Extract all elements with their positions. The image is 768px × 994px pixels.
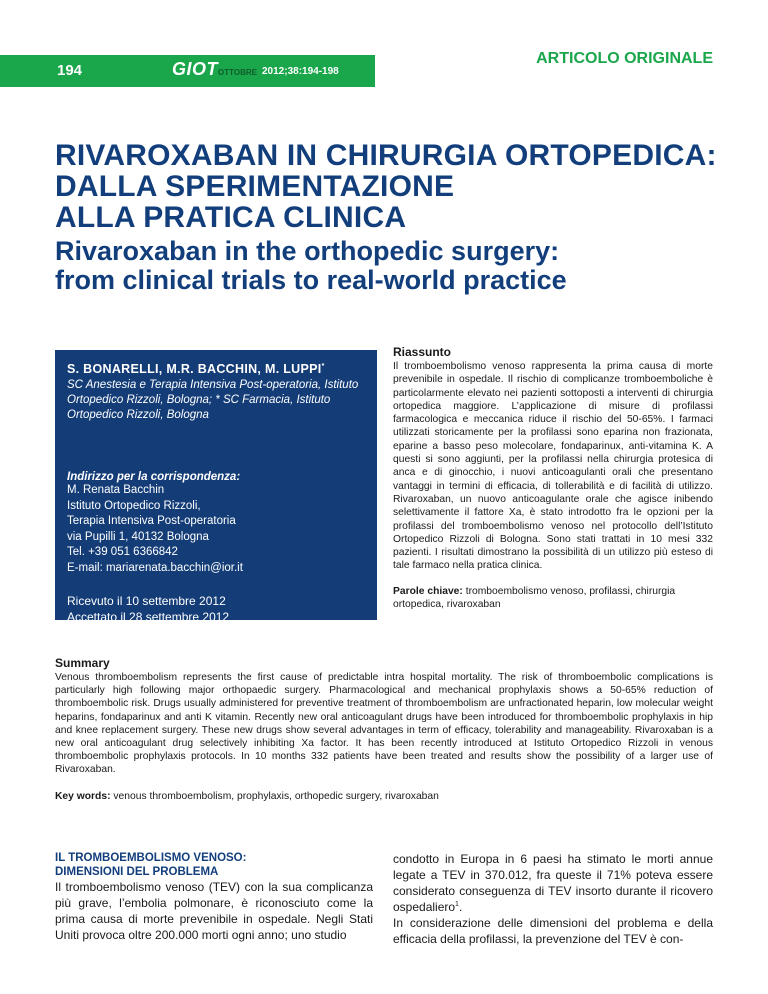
title-english-line: Rivaroxaban in the orthopedic surgery: [55,236,560,266]
journal-month: OTTOBRE [218,68,257,77]
body-text-end: . [458,900,463,914]
key-words-label: Key words: [55,790,111,802]
author-names [67,362,363,376]
correspondence-line: M. Renata Bacchin [67,484,165,496]
correspondence-line: Terapia Intensiva Post-operatoria [67,515,236,527]
article-type: ARTICOLO ORIGINALE [536,50,713,67]
parole-chiave [393,585,713,612]
parole-chiave-text: tromboembolismo venoso, profilassi, chirurgia ortopedica, rivaroxaban [393,585,676,611]
body-column-right [393,851,713,947]
section-heading [55,851,373,879]
section-heading-line: IL TROMBOEMBOLISMO VENOSO: [55,852,247,864]
summary-text: Venous thromboembolism represents the first cause of predictable intra hospital mortality. The risk of thromboembolic complications is particularly high following major orthopaedic surgery. Pharmacological and mechanical prophylaxis shows a 50-65% reduction of thromboembolic risk. Drugs usually administered for preventive treatment of thromboembolism are unfractionated heparin, low molecular weight heparins, fondaparinux and anti K vitamin. Recently new oral anticoagulant drugs have been introduced for thromboembolic prophylaxis in hip and knee replacement surgery. These new drugs show several advantages in term of efficacy, tolerability and manageability. Rivaroxaban is a new oral anticoagulant drug selectively inhibiting Xa factor. It has been recently introduced at Istituto Ortopedico Rizzoli in venous thromboembolic prophylaxis protocols. In 10 months 332 patients have been treated and results show the possibility of a larger use of Rivaroxaban. [55,672,713,776]
correspondence-email[interactable]: E-mail: mariarenata.bacchin@ior.it [67,561,243,574]
accepted-date: Accettato il 28 settembre 2012 [67,609,230,624]
parole-chiave-label: Parole chiave: [393,585,463,597]
riassunto-section [393,345,713,611]
body-paragraph: In considerazione delle dimensioni del problema e della efficacia della profilassi, la prevenzione del TEV è con- [393,916,713,946]
title-italian-line: ALLA PRATICA CLINICA [55,201,407,234]
correspondence-line: via Pupilli 1, 40132 Bologna [67,530,209,543]
key-words-text: venous thromboembolism, prophylaxis, orthopedic surgery, rivaroxaban [113,790,439,802]
title-italian [55,140,735,233]
body-paragraph [393,851,713,915]
riassunto-heading: Riassunto [393,345,452,359]
body-text: condotto in Europa in 6 paesi ha stimato le morti annue legate a TEV in 370.012, fra queste il 71% poteva essere considerato conseguenza di TEV insorto durante il ricovero ospedaliero [393,852,713,914]
correspondence-line: Tel. +39 051 6366842 [67,546,178,558]
title-english [55,237,735,295]
author-sup: * [321,362,325,370]
summary-section [55,656,713,803]
correspondence-line: Istituto Ortopedico Rizzoli, [67,499,201,512]
body-paragraph: Il tromboembolismo venoso (TEV) con la sua complicanza più grave, l’embolia polmonare, è riconosciuto come la prima causa di morte prevenibile in ospedale. Negli Stati Uniti provoca oltre 200.000 morti ogni anno; uno studio [55,880,373,942]
author-affiliation: SC Anestesia e Terapia Intensiva Post-operatoria, Istituto Ortopedico Rizzoli, Bologna; * SC Farmacia, Istituto Ortopedico Rizzoli, Bologna [67,379,359,421]
reference-marker: 1 [455,901,459,908]
title-italian-line: RIVAROXABAN IN CHIRURGIA ORTOPEDICA: [55,139,717,172]
dates [67,594,363,625]
journal-name: GIOT [172,59,218,79]
correspondence-label: Indirizzo per la corrispondenza: [67,471,241,483]
author-panel [55,350,377,624]
page-number: 194 [57,62,83,79]
summary-heading: Summary [55,656,110,670]
key-words [55,790,713,803]
title-italian-line: DALLA SPERIMENTAZIONE [55,170,455,203]
body-column-left [55,851,373,943]
title-english-line: from clinical trials to real-world practice [55,265,567,295]
header-band [0,55,375,87]
journal-citation: 2012;38:194-198 [262,66,339,77]
received-date: Ricevuto il 10 settembre 2012 [67,594,226,608]
section-heading-line: DIMENSIONI DEL PROBLEMA [55,866,219,878]
riassunto-text: Il tromboembolismo venoso rappresenta la prima causa di morte prevenibile in ospedale. Il rischio di complicanze tromboemboliche è particolarmente elevato nei pazienti sottoposti a interventi di chirurgia ortopedica maggiore. L’applicazione di misure di profilassi farmacologica e meccanica riduce il rischio del 50-65%. I farmaci utilizzati storicamente per la profilassi sono eparina non frazionata, eparine a basso peso molecolare, fondaparinux, anti-vitamina K. A questi si sono aggiunti, per la profilassi nella chirurgia protesica di anca e di ginocchio, i nuovi anticoagulanti orali che presentano vantaggi in termini di efficacia, di tollerabilità e di facilità di utilizzo. Rivaroxaban, un nuovo anticoagulante orale che agisce inibendo selettivamente il fattore Xa, è stato introdotto fra le opzioni per la profilassi del tromboembolismo venoso nel protocollo dell’Istituto Ortopedico Rizzoli di Bologna. Sono stati trattati in 10 mesi 332 pazienti. I risultati dimostrano la possibilità di un utilizzo più esteso di tale farmaco nella pratica clinica. [393,361,713,572]
author-names-text: S. BONARELLI, M.R. BACCHIN, M. LUPPI [67,362,322,376]
